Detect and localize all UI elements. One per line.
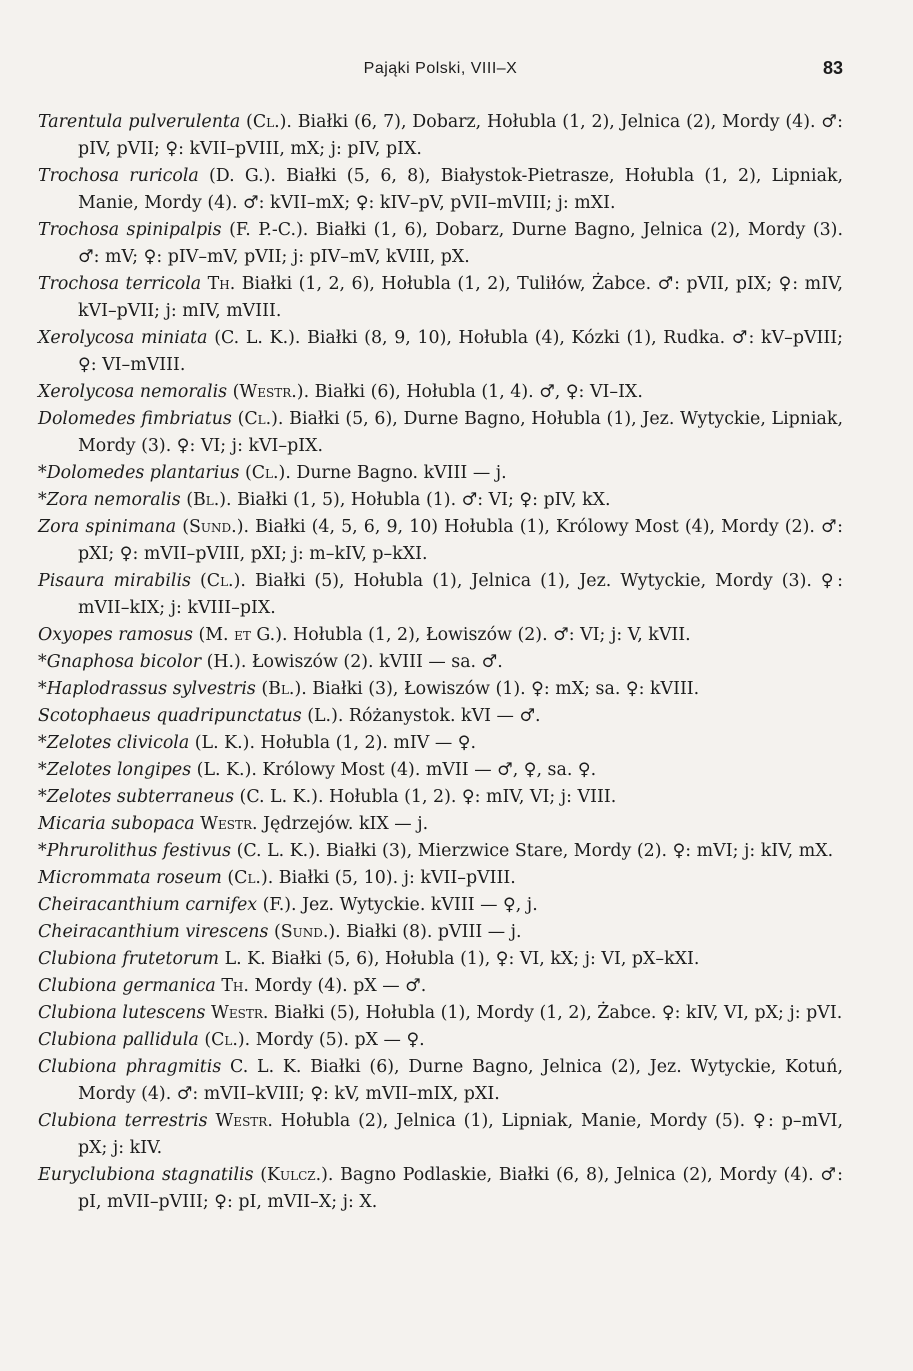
species-author: (M. et G.). — [198, 625, 288, 645]
species-name: Gnaphosa bicolor — [46, 652, 202, 672]
species-name: Trochosa spinipalpis — [38, 220, 222, 240]
species-author: L. K. — [224, 949, 266, 969]
species-records: Białki (1, 2, 6), Hołubla (1, 2), Tuliłów, Żabce. ♂: pVII, pIX; ♀: mIV, kVI–pVII; j: mIV, mVIII. — [78, 274, 843, 321]
species-name: Clubiona terrestris — [38, 1111, 208, 1131]
species-records: Białki (6), Durne Bagno, Jelnica (2), Jez. Wytyckie, Kotuń, Mordy (4). ♂: mVII–kVIII; ♀: kV, mVII–mIX, pXI. — [78, 1057, 843, 1104]
species-records: Białki (1, 5), Hołubla (1). ♂: VI; ♀: pIV, kX. — [231, 490, 611, 510]
species-records: Białki (5, 6, 8), Białystok-Pietrasze, Hołubla (1, 2), Lipniak, Manie, Mordy (4). ♂: kVII–mX; ♀: kIV–pV, pVII–mVIII; j: mXI. — [78, 166, 844, 213]
page-header — [38, 58, 843, 86]
entry-marker: * — [38, 760, 47, 780]
entry-marker: * — [38, 679, 47, 699]
species-name: Oxyopes ramosus — [38, 625, 193, 645]
species-entry — [38, 217, 843, 271]
species-entry — [38, 865, 843, 892]
species-name: Cheiracanthium virescens — [38, 922, 269, 942]
species-records: Łowiszów (2). kVIII — sa. ♂. — [246, 652, 503, 672]
species-name: Xerolycosa miniata — [38, 328, 208, 348]
page-number: 83 — [822, 58, 843, 78]
species-author: C. L. K. — [230, 1057, 302, 1077]
species-records: Białki (5, 6), Hołubla (1), ♀: VI, kX; j: VI, pX–kXI. — [265, 949, 700, 969]
species-name: Clubiona pallidula — [38, 1030, 199, 1050]
species-records: Białki (6), Hołubla (1, 4). ♂, ♀: VI–IX. — [309, 382, 643, 402]
species-entry — [38, 460, 843, 487]
species-author: (L. K.). — [194, 733, 255, 753]
species-author: Westr. — [210, 1003, 269, 1023]
species-author: (C. L. K.). — [236, 841, 321, 861]
species-author: (F. P.-C.). — [229, 220, 309, 240]
species-entry — [38, 757, 843, 784]
species-records: Białki (5, 10). j: kVII–pVIII. — [273, 868, 516, 888]
species-name: Trochosa ruricola — [38, 166, 199, 186]
species-author: (C. L. K.). — [239, 787, 324, 807]
species-entry — [38, 919, 843, 946]
species-records: Bagno Podlaskie, Białki (6, 8), Jelnica (2), Mordy (4). ♂: pI, mVII–pVIII; ♀: pI, mVII–X; j: X. — [78, 1165, 843, 1212]
species-name: Cheiracanthium carnifex — [38, 895, 258, 915]
species-records: Hołubla (1, 2). mIV — ♀. — [255, 733, 477, 753]
species-records: Białki (5), Hołubla (1), Jelnica (1), Jez. Wytyckie, Mordy (3). ♀: mVII–kIX; j: kVIII–pIX. — [78, 571, 843, 618]
species-name: Clubiona germanica — [38, 976, 216, 996]
species-entry — [38, 487, 843, 514]
species-name: Tarentula pulverulenta — [38, 112, 241, 132]
species-author: (C. L. K.). — [214, 328, 301, 348]
species-name: Zora nemoralis — [46, 490, 181, 510]
species-author: (Cl.). — [237, 409, 284, 429]
species-entry — [38, 568, 843, 622]
species-author: (Kulcz.). — [260, 1165, 334, 1185]
entry-marker: * — [38, 490, 47, 510]
entry-marker: * — [38, 652, 47, 672]
species-records: Hołubla (1, 2). ♀: mIV, VI; j: VIII. — [323, 787, 617, 807]
species-author: (Sund.). — [273, 922, 341, 942]
species-author: (Bl.). — [261, 679, 307, 699]
species-entry — [38, 379, 843, 406]
species-author: (Cl.). — [246, 112, 292, 132]
species-entry — [38, 946, 843, 973]
species-entry — [38, 703, 843, 730]
species-entry — [38, 973, 843, 1000]
species-entry — [38, 1000, 843, 1027]
species-entry — [38, 109, 843, 163]
species-records: Białki (5), Hołubla (1), Mordy (1, 2), Żabce. ♀: kIV, VI, pX; j: pVI. — [268, 1003, 843, 1023]
species-records: Białki (8, 9, 10), Hołubla (4), Kózki (1), Rudka. ♂: kV–pVIII; ♀: VI–mVIII. — [78, 328, 843, 375]
species-entry — [38, 676, 843, 703]
species-name: Scotophaeus quadripunctatus — [38, 706, 302, 726]
species-entry — [38, 514, 843, 568]
species-entry — [38, 622, 843, 649]
species-records: Jez. Wytyckie. kVIII — ♀, j. — [296, 895, 538, 915]
species-name: Zelotes subterraneus — [46, 787, 234, 807]
entry-marker: * — [38, 841, 47, 861]
species-entry — [38, 784, 843, 811]
species-entry — [38, 838, 843, 865]
species-author: (Cl.). — [200, 571, 246, 591]
species-name: Micrommata roseum — [38, 868, 222, 888]
species-records: Królowy Most (4). mVII — ♂, ♀, sa. ♀. — [256, 760, 597, 780]
species-author: (F.). — [262, 895, 297, 915]
species-name: Micaria subopaca — [38, 814, 195, 834]
species-name: Zelotes longipes — [46, 760, 192, 780]
species-author: Th. — [207, 274, 236, 294]
species-entry — [38, 163, 843, 217]
species-records: Białki (1, 6), Dobarz, Durne Bagno, Jelnica (2), Mordy (3). ♂: mV; ♀: pIV–mV, pVII; j: pIV–mV, kVIII, pX. — [78, 220, 843, 267]
species-author: Westr. — [215, 1111, 273, 1131]
species-name: Dolomedes fimbriatus — [38, 409, 232, 429]
species-entry — [38, 1027, 843, 1054]
species-author: (Westr.). — [232, 382, 310, 402]
species-name: Zelotes clivicola — [46, 733, 190, 753]
species-name: Phrurolithus festivus — [46, 841, 232, 861]
species-records: Białki (4, 5, 6, 9, 10) Hołubla (1), Królowy Most (4), Mordy (2). ♂: pXI; ♀: mVII–pVIII, pXI; j: m–kIV, p–kXI. — [78, 517, 844, 564]
species-name: Pisaura mirabilis — [38, 571, 191, 591]
species-records: Białki (8). pVIII — j. — [340, 922, 522, 942]
species-author: (Cl.). — [244, 463, 291, 483]
species-author: (Cl.). — [227, 868, 274, 888]
species-name: Clubiona phragmitis — [38, 1057, 222, 1077]
species-records: Różanystok. kVI — ♂. — [343, 706, 541, 726]
species-entry — [38, 325, 843, 379]
species-records: Białki (5, 6), Durne Bagno, Hołubla (1), Jez. Wytyckie, Lipniak, Mordy (3). ♀: VI; j: kVI–pIX. — [78, 409, 843, 456]
species-author: Th. — [221, 976, 249, 996]
species-name: Haplodrassus sylvestris — [46, 679, 256, 699]
species-author: (L. K.). — [196, 760, 257, 780]
species-entry — [38, 811, 843, 838]
species-author: Westr. — [200, 814, 258, 834]
species-name: Xerolycosa nemoralis — [38, 382, 228, 402]
entry-marker: * — [38, 733, 47, 753]
species-author: (D. G.). — [209, 166, 276, 186]
species-records: Jędrzejów. kIX — j. — [257, 814, 429, 834]
species-entry — [38, 892, 843, 919]
species-records: Mordy (4). pX — ♂. — [248, 976, 427, 996]
species-author: (Bl.). — [186, 490, 232, 510]
species-entry — [38, 406, 843, 460]
species-name: Trochosa terricola — [38, 274, 202, 294]
species-entry — [38, 649, 843, 676]
species-name: Euryclubiona stagnatilis — [38, 1165, 254, 1185]
species-entry — [38, 1054, 843, 1108]
species-records: Hołubla (1, 2), Łowiszów (2). ♂: VI; j: V, kVII. — [287, 625, 691, 645]
species-author: (Sund.). — [182, 517, 250, 537]
species-entry — [38, 730, 843, 757]
species-author: (L.). — [307, 706, 344, 726]
species-records: Białki (6, 7), Dobarz, Hołubla (1, 2), Jelnica (2), Mordy (4). ♂: pIV, pVII; ♀: kVII–pVIII, mX; j: pIV, pIX. — [78, 112, 843, 159]
species-entry — [38, 271, 843, 325]
species-name: Dolomedes plantarius — [46, 463, 240, 483]
species-name: Clubiona lutescens — [38, 1003, 206, 1023]
species-author: (H.). — [206, 652, 247, 672]
entry-marker: * — [38, 463, 47, 483]
species-records: Białki (3), Łowiszów (1). ♀: mX; sa. ♀: kVIII. — [306, 679, 700, 699]
species-name: Clubiona frutetorum — [38, 949, 220, 969]
species-records: Durne Bagno. kVIII — j. — [290, 463, 507, 483]
species-author: (Cl.). — [204, 1030, 251, 1050]
species-entry — [38, 1162, 843, 1216]
species-list — [38, 109, 843, 1216]
species-name: Zora spinimana — [38, 517, 177, 537]
species-entry — [38, 1108, 843, 1162]
species-records: Białki (3), Mierzwice Stare, Mordy (2). ♀: mVI; j: kIV, mX. — [320, 841, 834, 861]
species-records: Mordy (5). pX — ♀. — [250, 1030, 425, 1050]
entry-marker: * — [38, 787, 47, 807]
species-records: Hołubla (2), Jelnica (1), Lipniak, Manie, Mordy (5). ♀: p–mVI, pX; j: kIV. — [78, 1111, 844, 1158]
running-title: Pająki Polski, VIII–X — [363, 60, 518, 77]
